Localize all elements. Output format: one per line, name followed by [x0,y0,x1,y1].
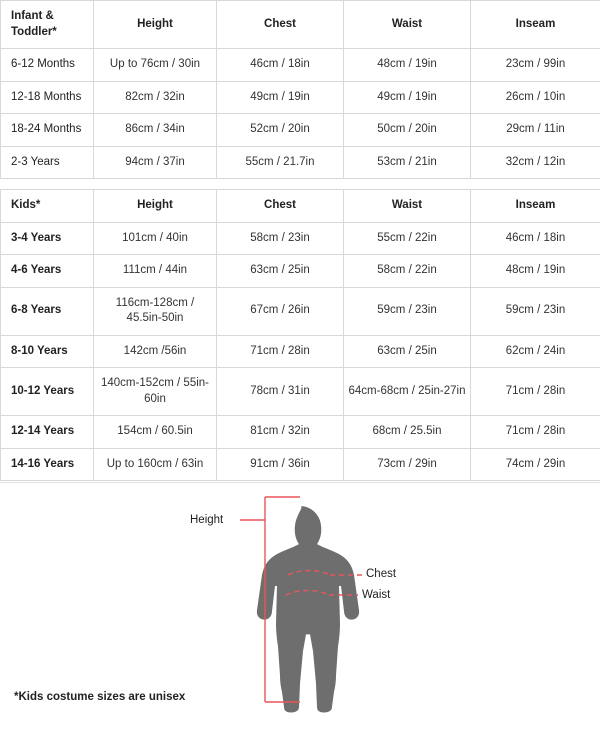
table-row [1,146,600,179]
table-row [1,81,600,114]
row-label: 14-16 Years [1,448,94,481]
cell-chest: 78cm / 31in [217,368,344,416]
cell-inseam: 48cm / 19in [471,255,600,288]
cell-height: 140cm-152cm / 55in-60in [94,368,217,416]
cell-height: 86cm / 34in [94,114,217,147]
cell-height: 142cm /56in [94,335,217,368]
cell-waist: 48cm / 19in [344,49,471,82]
row-label: 12-18 Months [1,81,94,114]
infant-toddler-size-table [0,0,600,179]
cell-waist: 63cm / 25in [344,335,471,368]
table-header-row [1,1,600,49]
column-header-height: Height [94,190,217,223]
cell-chest: 91cm / 36in [217,448,344,481]
table-row [1,335,600,368]
cell-height: 111cm / 44in [94,255,217,288]
table-spacer [0,179,600,189]
cell-chest: 63cm / 25in [217,255,344,288]
table-row [1,114,600,147]
cell-inseam: 74cm / 29in [471,448,600,481]
cell-waist: 53cm / 21in [344,146,471,179]
table-header-row [1,190,600,223]
row-label: 12-14 Years [1,416,94,449]
cell-chest: 49cm / 19in [217,81,344,114]
child-figure-diagram [0,483,600,718]
cell-waist: 73cm / 29in [344,448,471,481]
table-row [1,222,600,255]
cell-inseam: 71cm / 28in [471,368,600,416]
cell-inseam: 29cm / 11in [471,114,600,147]
child-silhouette-icon [257,506,359,712]
cell-height: 101cm / 40in [94,222,217,255]
cell-inseam: 26cm / 10in [471,81,600,114]
column-header-inseam: Inseam [471,190,600,223]
table-row [1,448,600,481]
row-label: 4-6 Years [1,255,94,288]
column-header-age-group: Infant & Toddler* [1,1,94,49]
cell-height: 94cm / 37in [94,146,217,179]
chest-label: Chest [366,568,397,581]
table-row [1,287,600,335]
cell-height: 116cm-128cm / 45.5in-50in [94,287,217,335]
row-label: 3-4 Years [1,222,94,255]
column-header-inseam: Inseam [471,1,600,49]
cell-chest: 81cm / 32in [217,416,344,449]
measurement-diagram-section [0,481,600,719]
cell-height: 154cm / 60.5in [94,416,217,449]
cell-waist: 49cm / 19in [344,81,471,114]
row-label: 10-12 Years [1,368,94,416]
cell-chest: 46cm / 18in [217,49,344,82]
cell-inseam: 32cm / 12in [471,146,600,179]
column-header-chest: Chest [217,190,344,223]
cell-waist: 50cm / 20in [344,114,471,147]
cell-inseam: 71cm / 28in [471,416,600,449]
cell-waist: 68cm / 25.5in [344,416,471,449]
cell-chest: 71cm / 28in [217,335,344,368]
cell-chest: 52cm / 20in [217,114,344,147]
cell-waist: 58cm / 22in [344,255,471,288]
table-row [1,255,600,288]
cell-waist: 59cm / 23in [344,287,471,335]
column-header-chest: Chest [217,1,344,49]
cell-waist: 55cm / 22in [344,222,471,255]
column-header-age-group: Kids* [1,190,94,223]
cell-chest: 55cm / 21.7in [217,146,344,179]
column-header-height: Height [94,1,217,49]
row-label: 2-3 Years [1,146,94,179]
kids-size-table [0,189,600,481]
cell-height: Up to 76cm / 30in [94,49,217,82]
cell-height: Up to 160cm / 63in [94,448,217,481]
cell-chest: 67cm / 26in [217,287,344,335]
column-header-waist: Waist [344,190,471,223]
cell-inseam: 62cm / 24in [471,335,600,368]
cell-inseam: 23cm / 99in [471,49,600,82]
column-header-waist: Waist [344,1,471,49]
cell-inseam: 59cm / 23in [471,287,600,335]
footnote-text: *Kids costume sizes are unisex [14,691,186,704]
waist-label: Waist [362,589,391,602]
table-row [1,416,600,449]
cell-waist: 64cm-68cm / 25in-27in [344,368,471,416]
row-label: 6-8 Years [1,287,94,335]
cell-chest: 58cm / 23in [217,222,344,255]
cell-inseam: 46cm / 18in [471,222,600,255]
height-label: Height [190,514,224,527]
row-label: 8-10 Years [1,335,94,368]
table-row [1,368,600,416]
cell-height: 82cm / 32in [94,81,217,114]
table-row [1,49,600,82]
row-label: 18-24 Months [1,114,94,147]
figure-area [0,483,600,683]
row-label: 6-12 Months [1,49,94,82]
